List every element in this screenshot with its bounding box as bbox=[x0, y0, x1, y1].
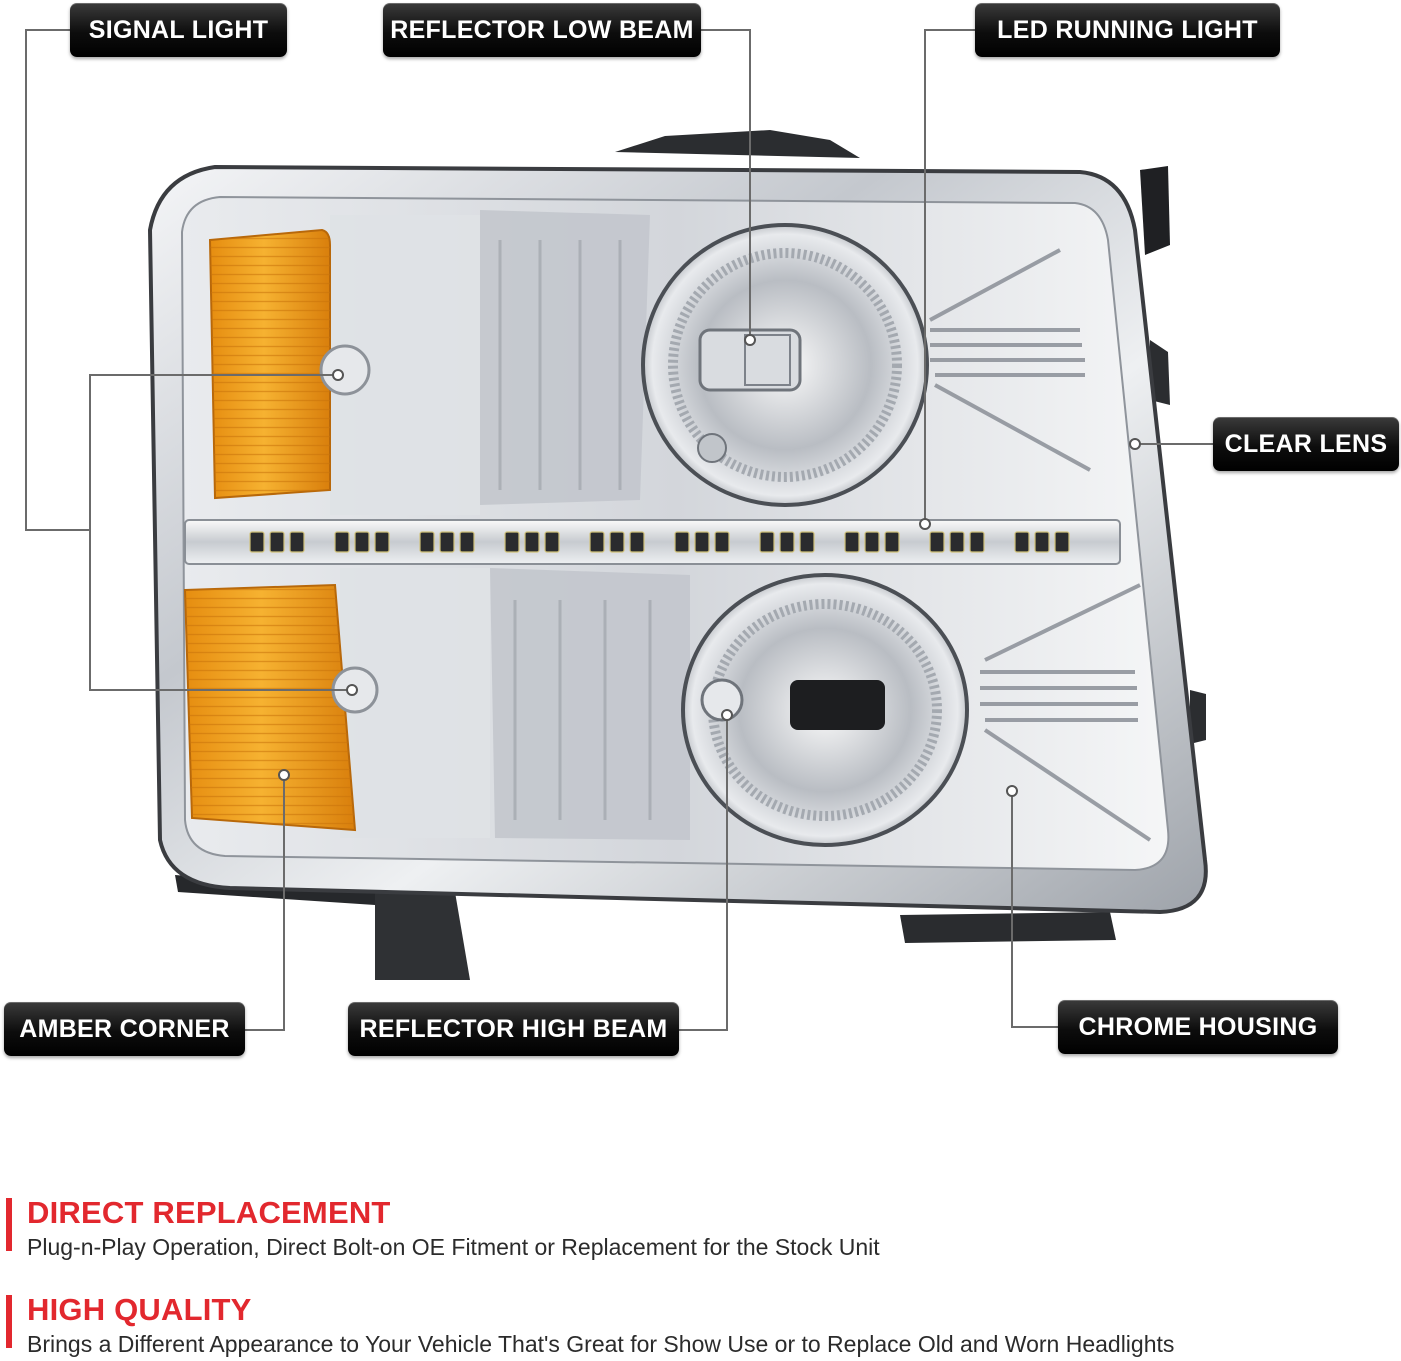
led-chip bbox=[590, 532, 604, 552]
led-chip bbox=[250, 532, 264, 552]
led-chip bbox=[845, 532, 859, 552]
signal-bulb-upper bbox=[321, 346, 369, 394]
callout-clear-lens: CLEAR LENS bbox=[1213, 417, 1399, 471]
led-chip bbox=[1055, 532, 1069, 552]
led-chip bbox=[930, 532, 944, 552]
feature-title: DIRECT REPLACEMENT bbox=[27, 1195, 391, 1230]
led-running-light-bar bbox=[185, 520, 1120, 564]
led-chip bbox=[355, 532, 369, 552]
amber-corner-lower bbox=[185, 585, 355, 830]
led-chip bbox=[715, 532, 729, 552]
callout-reflector-high-beam: REFLECTOR HIGH BEAM bbox=[348, 1002, 679, 1056]
led-chip bbox=[270, 532, 284, 552]
led-chip bbox=[545, 532, 559, 552]
feature-description: Brings a Different Appearance to Your Vehicle That's Great for Show Use or to Replace Old and Worn Headlights bbox=[27, 1331, 1175, 1357]
led-chip bbox=[865, 532, 879, 552]
led-chip bbox=[780, 532, 794, 552]
feature-accent-bar bbox=[6, 1198, 12, 1251]
led-chip bbox=[375, 532, 389, 552]
led-chip bbox=[800, 532, 814, 552]
reflector-low-beam bbox=[643, 225, 927, 505]
led-chip bbox=[460, 532, 474, 552]
led-chip bbox=[440, 532, 454, 552]
led-chip bbox=[675, 532, 689, 552]
led-chip bbox=[335, 532, 349, 552]
feature-title: HIGH QUALITY bbox=[27, 1292, 252, 1327]
led-chip bbox=[420, 532, 434, 552]
led-chip bbox=[290, 532, 304, 552]
led-chip bbox=[885, 532, 899, 552]
led-chip bbox=[1015, 532, 1029, 552]
feature-high-quality bbox=[0, 1292, 1401, 1361]
led-chip bbox=[970, 532, 984, 552]
callout-led-running-light: LED RUNNING LIGHT bbox=[975, 3, 1280, 57]
feature-description: Plug-n-Play Operation, Direct Bolt-on OE Fitment or Replacement for the Stock Unit bbox=[27, 1234, 880, 1260]
led-chip bbox=[1035, 532, 1049, 552]
callout-chrome-housing: CHROME HOUSING bbox=[1058, 1000, 1338, 1054]
callout-reflector-low-beam: REFLECTOR LOW BEAM bbox=[383, 3, 701, 57]
led-chip bbox=[695, 532, 709, 552]
led-chip bbox=[630, 532, 644, 552]
callout-amber-corner: AMBER CORNER bbox=[4, 1002, 245, 1056]
led-chip bbox=[950, 532, 964, 552]
led-chip bbox=[760, 532, 774, 552]
amber-corner-upper bbox=[210, 230, 330, 498]
callout-signal-light: SIGNAL LIGHT bbox=[70, 3, 287, 57]
feature-direct-replacement bbox=[0, 1195, 1401, 1265]
led-chip bbox=[505, 532, 519, 552]
feature-accent-bar bbox=[6, 1295, 12, 1348]
led-chip bbox=[610, 532, 624, 552]
led-chip bbox=[525, 532, 539, 552]
